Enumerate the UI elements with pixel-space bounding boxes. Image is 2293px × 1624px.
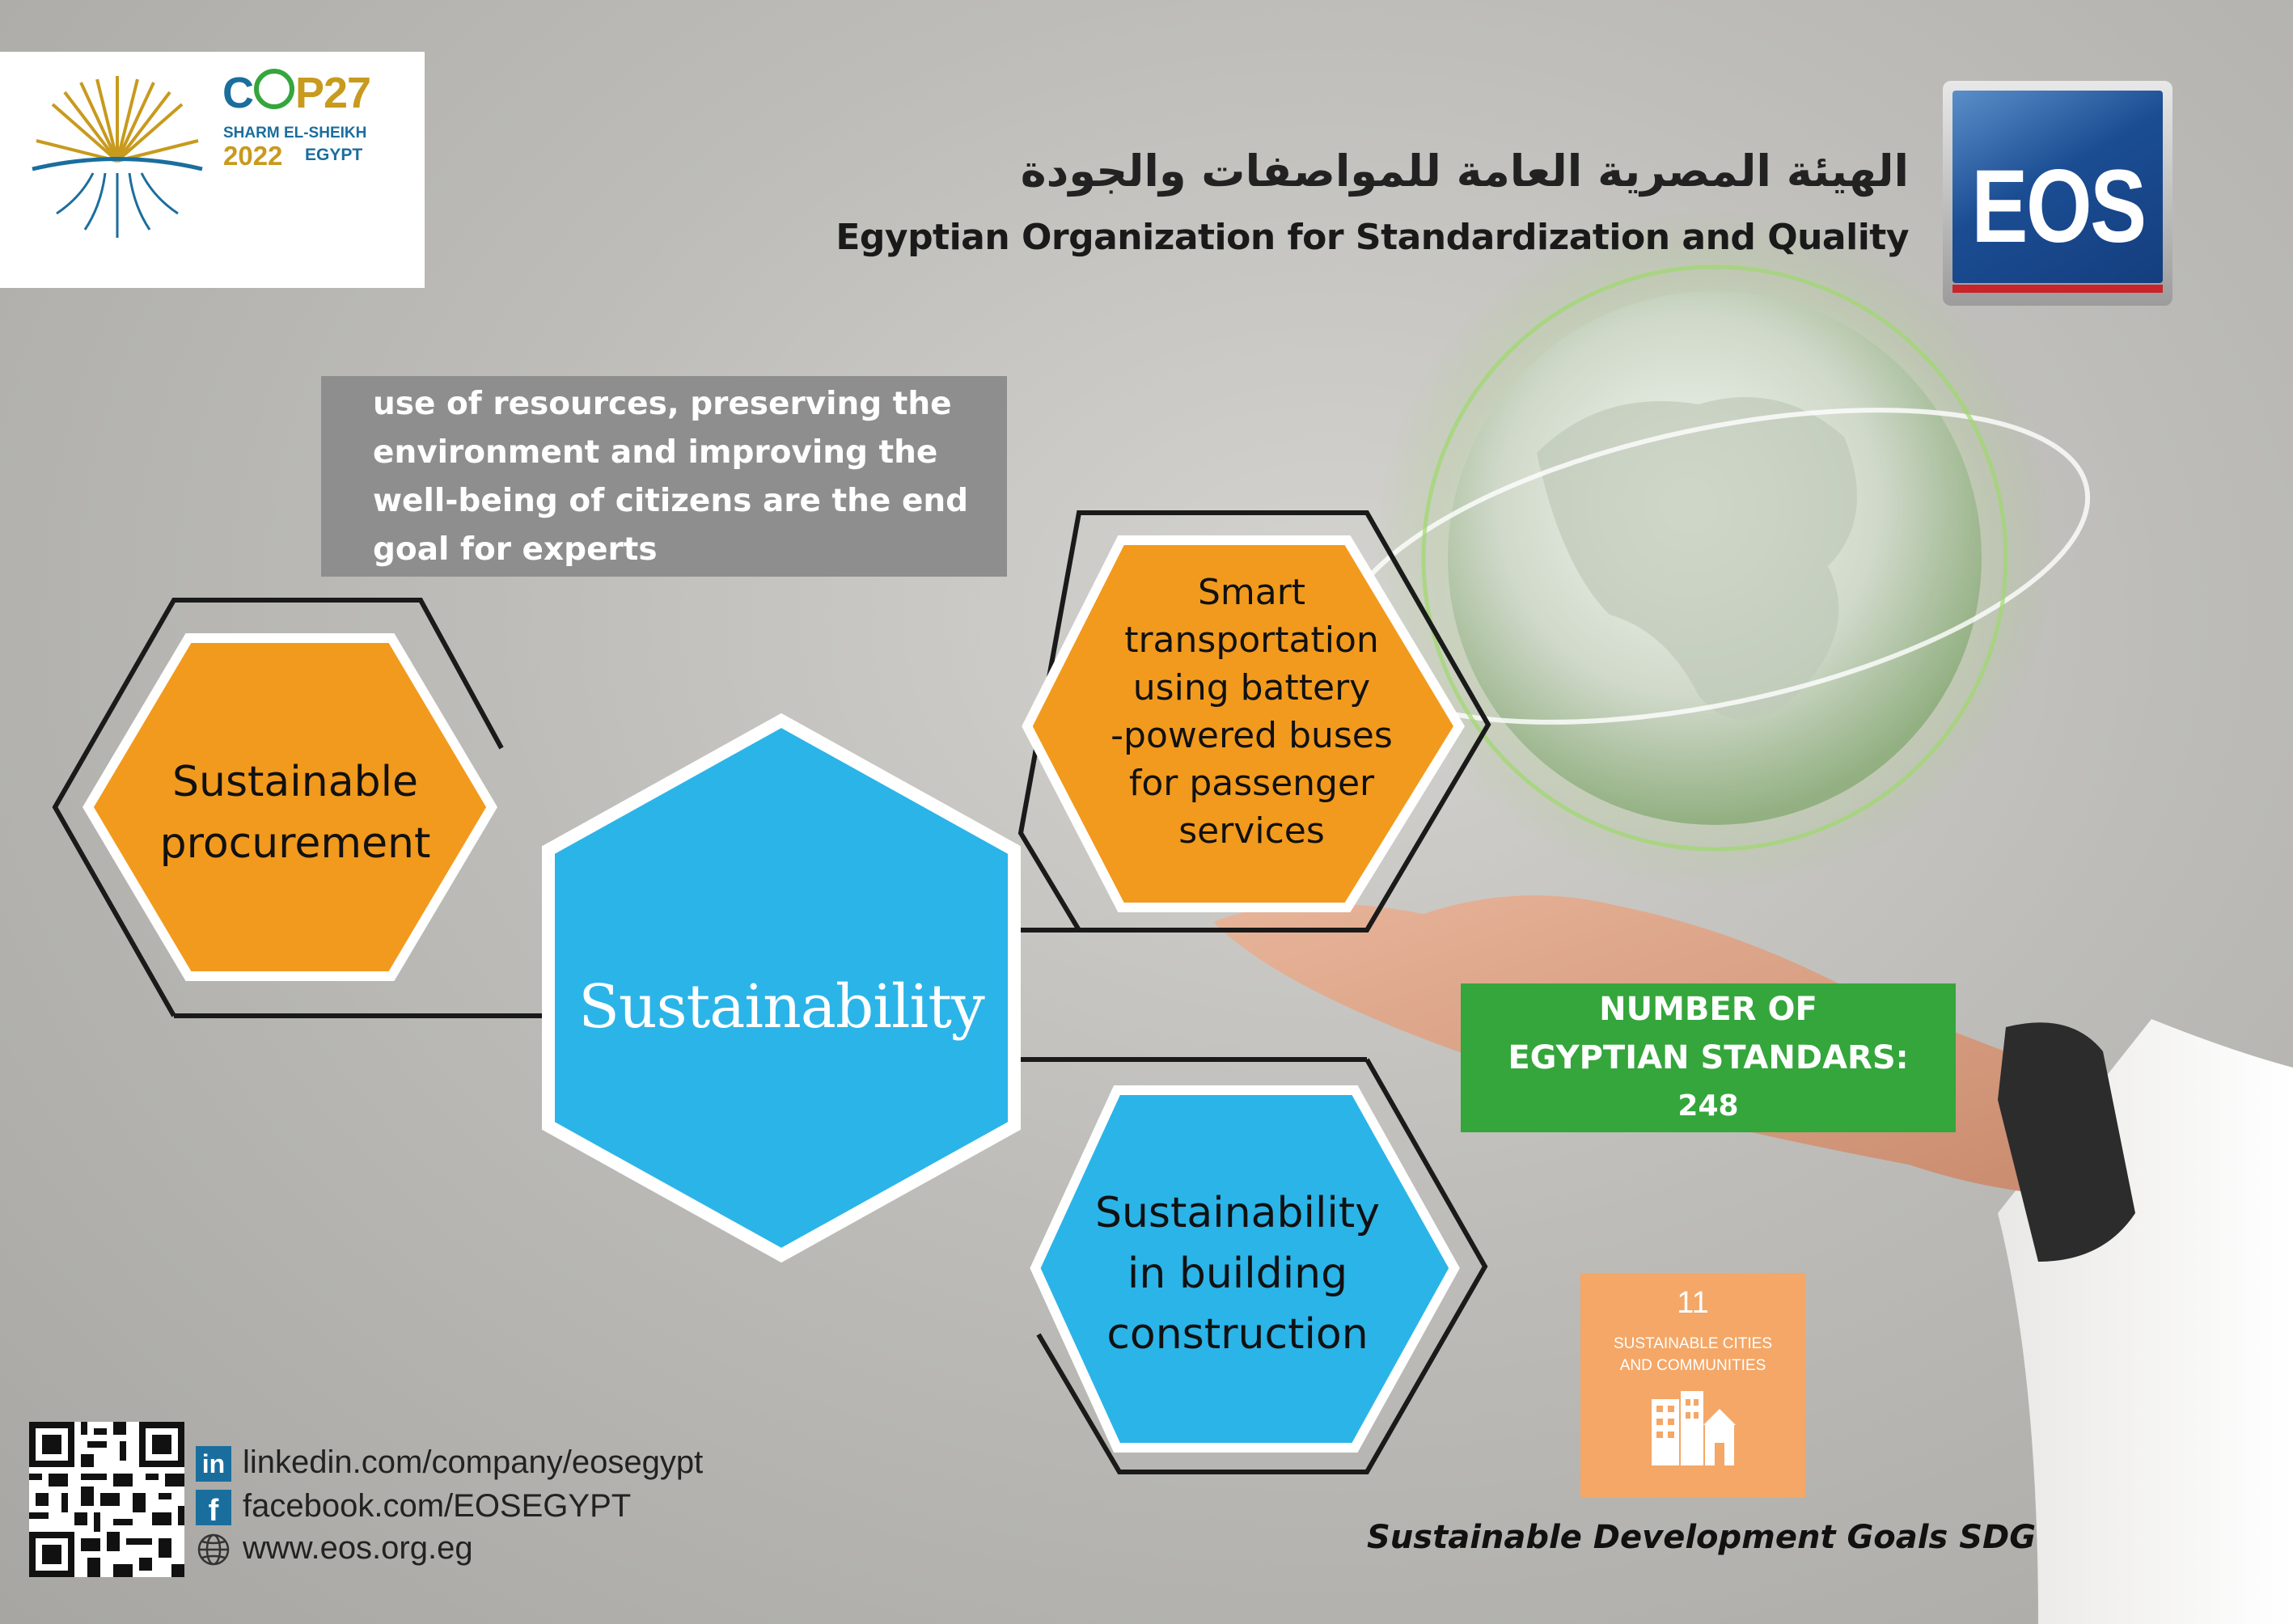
center-label-text: Sustainability xyxy=(578,972,984,1042)
standards-text xyxy=(1461,985,1956,1131)
city-buildings-icon xyxy=(1650,1391,1736,1465)
sdg-title-line: SUSTAINABLE CITIES xyxy=(1613,1335,1773,1352)
hexagon-center-label xyxy=(558,954,1005,1059)
hexagon-building-label xyxy=(1068,1181,1407,1367)
cop-year: 2022 xyxy=(223,141,283,171)
standards-line: NUMBER OF xyxy=(1599,991,1817,1028)
label-line: Sustainable xyxy=(171,758,419,806)
cop-country: EGYPT xyxy=(305,146,363,164)
label-line: Sustainability xyxy=(1094,1188,1381,1237)
linkedin-icon: in xyxy=(196,1446,231,1482)
sdg-title xyxy=(1580,1333,1805,1377)
info-line: goal for experts xyxy=(373,531,658,568)
hexagon-procurement-label xyxy=(121,744,469,882)
label-line: -powered buses xyxy=(1111,715,1393,756)
org-name-english: Egyptian Organization for Standardization and Quality xyxy=(836,217,1909,258)
cop-location: SHARM EL-SHEIKH xyxy=(223,125,367,142)
info-line: use of resources, preserving the xyxy=(373,386,952,422)
linkedin-link[interactable]: linkedin.com/company/eosegypt xyxy=(243,1444,704,1480)
standards-line: EGYPTIAN STANDARS: xyxy=(1508,1039,1909,1076)
info-line: environment and improving the xyxy=(373,434,938,471)
label-line: in building xyxy=(1127,1249,1348,1298)
label-line: procurement xyxy=(159,819,431,868)
sdg-title-line: AND COMMUNITIES xyxy=(1619,1357,1766,1374)
info-line: well-being of citizens are the end xyxy=(373,483,969,519)
cop-text-c: C xyxy=(222,69,253,117)
facebook-icon: f xyxy=(196,1490,231,1525)
eos-logo-text: EOS xyxy=(1971,149,2145,264)
label-line: Smart xyxy=(1197,572,1306,613)
label-line: transportation xyxy=(1124,620,1379,661)
facebook-link[interactable]: facebook.com/EOSEGYPT xyxy=(243,1488,632,1524)
sdg-number: 11 xyxy=(1677,1286,1709,1320)
cop-text-p27: P27 xyxy=(295,69,371,117)
standards-count: 248 xyxy=(1677,1089,1739,1123)
label-line: construction xyxy=(1106,1309,1369,1359)
qr-code xyxy=(29,1422,184,1577)
label-line: services xyxy=(1178,810,1325,852)
label-line: for passenger xyxy=(1128,763,1375,804)
label-line: using battery xyxy=(1132,667,1371,708)
globe-icon xyxy=(196,1532,231,1567)
org-name-arabic: الهيئة المصرية العامة للمواصفات والجودة xyxy=(1020,146,1909,197)
sdg-caption: Sustainable Development Goals SDG xyxy=(1367,1519,2037,1556)
hexagon-transport-label xyxy=(1060,566,1444,857)
website-link[interactable]: www.eos.org.eg xyxy=(243,1530,473,1566)
